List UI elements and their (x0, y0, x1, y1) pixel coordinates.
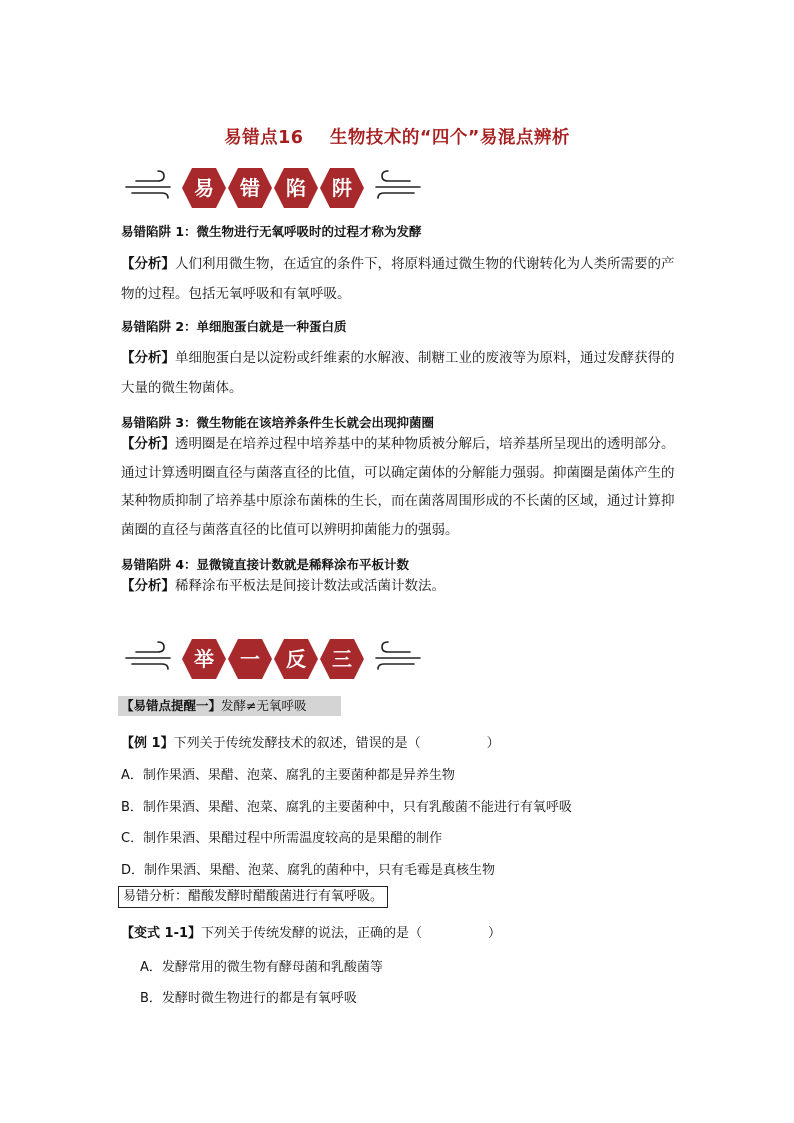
page-title: 易错点16 生物技术的“四个”易混点辨析 (224, 128, 570, 148)
banner-char: 举 (194, 647, 214, 671)
banner-char: 错 (240, 176, 260, 200)
analysis-line: 大量的微生物菌体。 (121, 379, 243, 396)
banner-char: 一 (240, 647, 260, 671)
trap-analysis-3 (121, 430, 701, 544)
variant-option-b: B．发酵时微生物进行的都是有氧呼吸 (140, 991, 357, 1006)
reminder-text: 发酵≠无氧呼吸 (221, 698, 307, 713)
banner-char: 阱 (332, 176, 352, 200)
trap-heading-4: 易错陷阱 4：显微镜直接计数就是稀释涂布平板计数 (121, 557, 410, 572)
example-question: 下列关于传统发酵技术的叙述，错误的是（ (173, 736, 421, 751)
example-option-d: D．制作果酒、果醋、泡菜、腐乳的菌种中，只有毛霉是真核生物 (121, 863, 496, 878)
reminder-tag: 【易错点提醒一】 (121, 698, 222, 713)
banner-char: 反 (286, 647, 306, 671)
trap-heading-1: 易错陷阱 1：微生物进行无氧呼吸时的过程才称为发酵 (121, 224, 422, 239)
analysis-line: 透明圈是在培养过程中培养基中的某种物质被分解后，培养基所呈现出的透明部分。 (175, 436, 675, 452)
variant-close-paren: ） (488, 926, 502, 941)
example-tag: 【例 1】 (121, 736, 174, 751)
analysis-line: 通过计算透明圈直径与菌落直径的比值，可以确定菌体的分解能力强弱。抑菌圈是菌体产生的 (121, 464, 675, 481)
error-analysis-box: 易错分析：醋酸发酵时醋酸菌进行有氧呼吸。 (118, 886, 388, 908)
analysis-tag: 【分析】 (121, 350, 175, 366)
trap-heading-3: 易错陷阱 3：微生物能在该培养条件生长就会出现抑菌圈 (121, 415, 435, 430)
variant-tag: 【变式 1-1】 (121, 926, 202, 941)
banner-char: 易 (194, 176, 214, 200)
analysis-tag: 【分析】 (121, 436, 175, 452)
analysis-tag: 【分析】 (121, 256, 175, 272)
analysis-tag: 【分析】 (121, 578, 175, 594)
example-close-paren: ） (486, 736, 500, 751)
variant-question: 下列关于传统发酵的说法，正确的是（ (201, 926, 423, 941)
banner-char: 陷 (286, 176, 306, 200)
example-option-c: C．制作果酒、果醋过程中所需温度较高的是果醋的制作 (121, 831, 443, 846)
analysis-line: 人们利用微生物，在适宜的条件下，将原料通过微生物的代谢转化为人类所需要的产 (175, 256, 675, 272)
trap-analysis-2 (121, 344, 701, 403)
variant-option-a: A．发酵常用的微生物有酵母菌和乳酸菌等 (140, 960, 383, 975)
variant-stem (121, 922, 501, 941)
section-banner-traps (118, 163, 428, 213)
analysis-line: 稀释涂布平板法是间接计数法或活菌计数法。 (175, 578, 445, 594)
trap-heading-2: 易错陷阱 2：单细胞蛋白就是一种蛋白质 (121, 319, 347, 334)
section-banner-practice (118, 634, 428, 684)
trap-analysis-4 (121, 572, 701, 602)
analysis-line: 单细胞蛋白是以淀粉或纤维素的水解液、制糖工业的废液等为原料，通过发酵获得的 (175, 350, 675, 366)
reminder-label (118, 696, 341, 716)
example-option-b: B．制作果酒、果醋、泡菜、腐乳的主要菌种中，只有乳酸菌不能进行有氧呼吸 (121, 800, 572, 815)
analysis-line: 某种物质抑制了培养基中原涂布菌株的生长，而在菌落周围形成的不长菌的区域，通过计算抑 (121, 493, 675, 509)
example-stem (121, 732, 500, 751)
analysis-line: 物的过程。包括无氧呼吸和有氧呼吸。 (121, 285, 351, 302)
analysis-line: 菌圈的直径与菌落直径的比值可以辨明抑菌能力的强弱。 (121, 521, 459, 538)
banner-char: 三 (332, 647, 352, 671)
trap-analysis-1 (121, 250, 701, 309)
example-option-a: A．制作果酒、果醋、泡菜、腐乳的主要菌种都是异养生物 (121, 768, 455, 783)
